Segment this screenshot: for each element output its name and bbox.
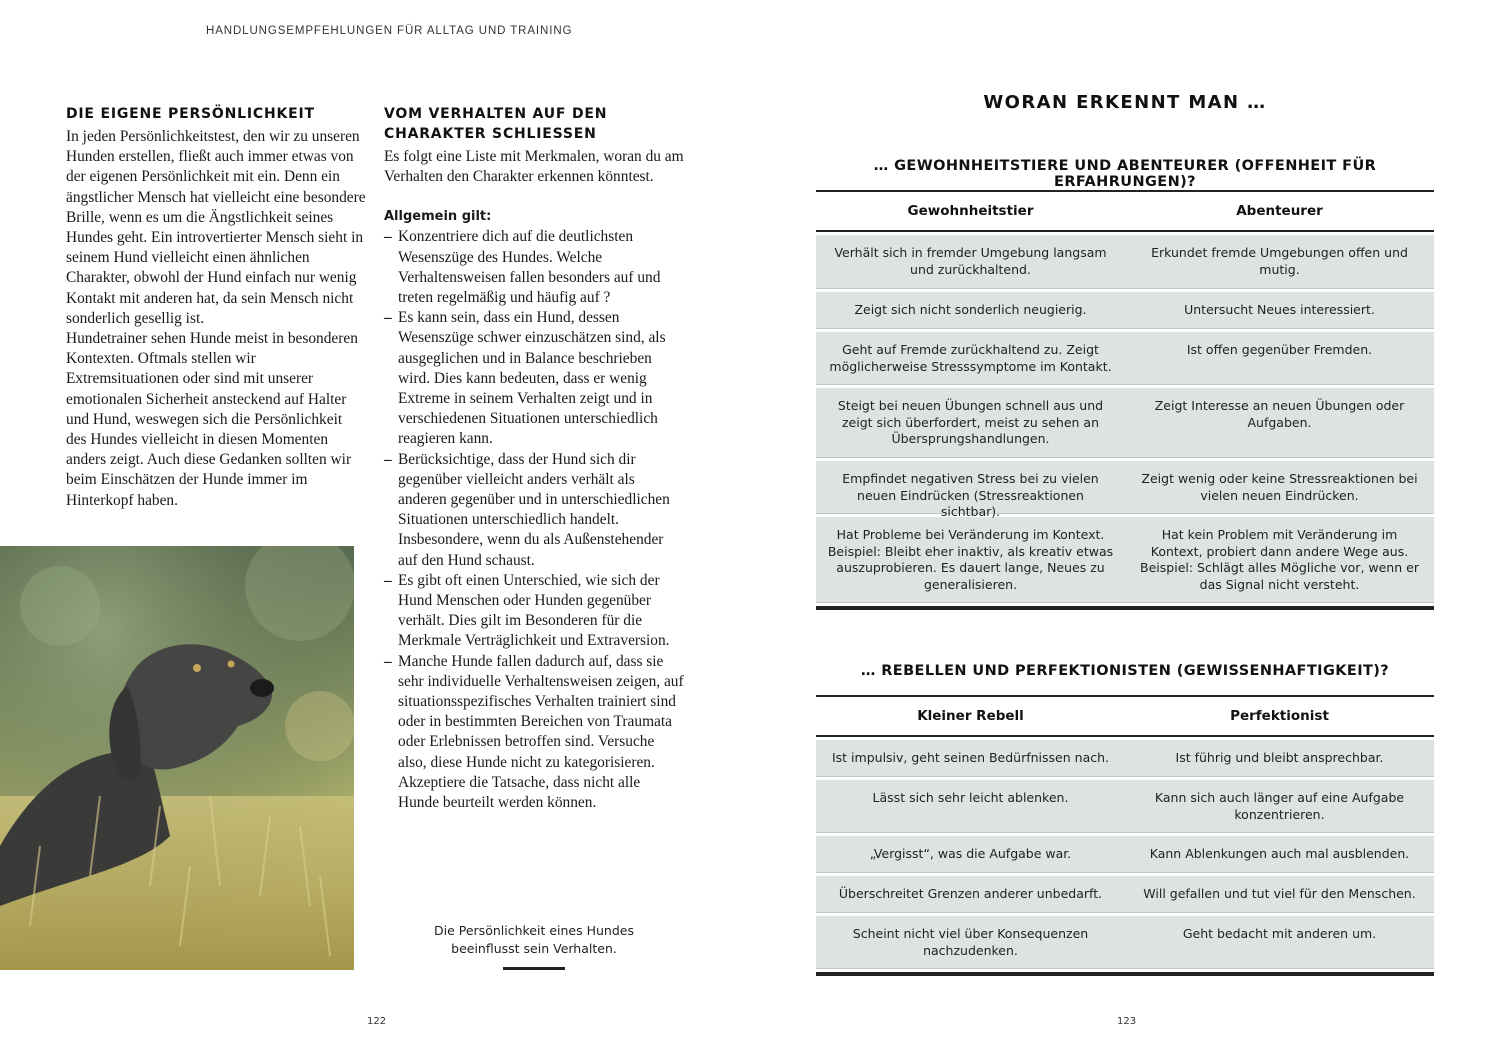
- dog-illustration: [0, 546, 354, 970]
- table-title-openness: … GEWOHNHEITSTIERE UND ABENTEURER (OFFENHEIT FÜR ERFAHRUNGEN)?: [873, 158, 1377, 190]
- table-row: [816, 461, 1434, 520]
- openness-table: [816, 190, 1434, 610]
- subheading-general: Allgemein gilt:: [384, 209, 492, 225]
- table-cell: Kann Ablenkungen auch mal ausblenden.: [1149, 846, 1410, 861]
- table-cell: Will gefallen und tut viel für den Menschen.: [1143, 886, 1416, 901]
- table-cell: Geht auf Fremde zurückhaltend zu. Zeigt möglicherweise Stresssymptome im Kontakt.: [829, 342, 1112, 374]
- table-cell: Empfindet negativen Stress bei zu vielen neuen Eindrücken (Stressreaktionen sichtbar).: [842, 471, 1099, 520]
- column-header: Kleiner Rebell: [917, 708, 1024, 724]
- table-row: [816, 740, 1434, 777]
- table-cell: Kann sich auch länger auf eine Aufgabe konzentrieren.: [1154, 790, 1405, 822]
- table-cell: Erkundet fremde Umgebungen offen und mutig.: [1151, 245, 1408, 277]
- section-heading-personality: DIE EIGENE PERSÖNLICHKEIT: [66, 106, 315, 122]
- table-row: [816, 332, 1434, 385]
- table-cell: Untersucht Neues interessiert.: [1184, 302, 1375, 317]
- paragraph: In jeden Persönlichkeitstest, den wir zu unseren Hunden erstellen, fließt auch immer etwas von der eigenen Persönlichkeit mit ein. Denn ein ängstlicher Mensch hat vielleicht eine besondere Brille, wenn es um die Ängstlichkeit seines Hundes geht. Ein introvertierter Mensch sieht in seinem Hund vielleicht einen ähnlichen Charakter, obwohl der Hund einfach nur wenig Kontakt mit anderen hat, da sein Mensch nicht sonderlich gesellig ist.: [66, 128, 366, 327]
- table-cell: Ist impulsiv, geht seinen Bedürfnissen nach.: [831, 750, 1109, 765]
- photo-caption: Die Persönlichkeit eines Hundes beeinflusst sein Verhalten.: [434, 923, 634, 956]
- table-cell: Verhält sich in fremder Umgebung langsam und zurückhaltend.: [834, 245, 1107, 277]
- table-cell: Zeigt sich nicht sonderlich neugierig.: [854, 302, 1087, 317]
- page-number-left: 122: [367, 1016, 387, 1027]
- table-cell: „Vergisst“, was die Aufgabe war.: [869, 846, 1072, 861]
- column-header: Gewohnheitstier: [907, 203, 1034, 219]
- column-header: Perfektionist: [1230, 708, 1329, 724]
- dog-photo: [0, 546, 354, 970]
- table-row: [816, 388, 1434, 458]
- table-end-rule: [816, 972, 1434, 976]
- table-cell: Zeigt Interesse an neuen Übungen oder Aufgaben.: [1154, 398, 1405, 430]
- table-header-row: [816, 190, 1434, 232]
- table-cell: Hat Probleme bei Veränderung im Kontext. Beispiel: Bleibt eher inaktiv, als kreativ etwas auszuprobieren. Es dauert lange, Neues zu generalisieren.: [827, 527, 1114, 592]
- table-cell: Überschreitet Grenzen anderer unbedarft.: [838, 886, 1103, 901]
- conscientiousness-table: [816, 695, 1434, 976]
- middle-column: [384, 104, 684, 813]
- table-row: [816, 836, 1434, 873]
- caption-divider: [503, 967, 565, 970]
- table-end-rule: [816, 606, 1434, 610]
- table-row: [816, 235, 1434, 289]
- intro-paragraph: Es folgt eine Liste mit Merkmalen, woran du am Verhalten den Charakter erkennen könntest.: [384, 148, 684, 186]
- bullet-list: [384, 227, 684, 813]
- table-row: [816, 876, 1434, 913]
- paragraph: Hundetrainer sehen Hunde meist in besonderen Kontexten. Oftmals stellen wir Extremsituationen oder sind mit unserer emotionalen Sicherheit ansteckend auf Halter und Hund, weswegen sich die Persönlichkeit des Hundes vielleicht in diesen Momenten anders zeigt. Auch diese Gedanken sollten wir beim Einschätzen der Hunde immer im Hinterkopf haben.: [66, 330, 358, 509]
- table-row: [816, 916, 1434, 969]
- bullet-item: – Konzentriere dich auf die deutlichsten Wesenszüge des Hundes. Welche Verhaltensweisen fallen besonders auf und treten regelmäßig und häufig auf ?: [384, 227, 684, 308]
- table-row: [816, 517, 1434, 603]
- table-row: [816, 780, 1434, 833]
- table-cell: Ist führig und bleibt ansprechbar.: [1175, 750, 1384, 765]
- table-header-row: [816, 695, 1434, 737]
- table-cell: Steigt bei neuen Übungen schnell aus und zeigt sich überfordert, meist zu sehen an Übersprungshandlungen.: [837, 398, 1104, 447]
- column-header: Abenteurer: [1236, 203, 1323, 219]
- bullet-item: – Berücksichtige, dass der Hund sich dir gegenüber vielleicht anders verhält als anderen gegenüber und in unterschiedlichen Situationen unterschiedlich handelt. Insbesondere, wenn du als Außenstehender auf den Hund schaust.: [384, 450, 684, 571]
- table-cell: Lässt sich sehr leicht ablenken.: [872, 790, 1069, 805]
- table-cell: Ist offen gegenüber Fremden.: [1186, 342, 1373, 357]
- left-column: [66, 104, 366, 511]
- bullet-item: – Manche Hunde fallen dadurch auf, dass sie sehr individuelle Verhaltensweisen zeigen, auf situationsspezifisches Verhalten trainiert sind oder in bestimmten Bereichen von Traumata oder Erlebnissen betroffen sind. Versuche also, diese Hunde nicht zu kategorisieren. Akzeptiere die Tatsache, dass nicht alle Hunde beurteilt werden können.: [384, 652, 684, 814]
- table-cell: Hat kein Problem mit Veränderung im Kontext, probiert dann andere Wege aus. Beispiel: Schlägt alles Mögliche vor, wenn er das Signal nicht versteht.: [1140, 527, 1419, 592]
- page-number-right: 123: [1117, 1016, 1137, 1027]
- table-cell: Scheint nicht viel über Konsequenzen nachzudenken.: [852, 926, 1089, 958]
- table-title-conscientiousness: … REBELLEN UND PERFEKTIONISTEN (GEWISSENHAFTIGKEIT)?: [860, 663, 1390, 679]
- section-heading-behavior: VOM VERHALTEN AUF DEN CHARAKTER SCHLIESSEN: [384, 106, 608, 142]
- table-cell: Zeigt wenig oder keine Stressreaktionen bei vielen neuen Eindrücken.: [1141, 471, 1418, 503]
- page-title: WORAN ERKENNT MAN …: [983, 92, 1267, 113]
- bullet-item: – Es kann sein, dass ein Hund, dessen Wesenszüge schwer einzuschätzen sind, als ausgeglichen und in Balance beschrieben wird. Dies kann bedeuten, dass er wenig Extreme in seinem Verhalten zeigt und in verschiedenen Situationen unterschiedlich reagieren kann.: [384, 308, 684, 449]
- table-row: [816, 292, 1434, 329]
- running-header: HANDLUNGSEMPFEHLUNGEN FÜR ALLTAG UND TRAINING: [206, 25, 573, 37]
- bullet-item: – Es gibt oft einen Unterschied, wie sich der Hund Menschen oder Hunden gegenüber verhält. Dies gilt im Besonderen für die Merkmale Verträglichkeit und Extraversion.: [384, 571, 684, 652]
- table-cell: Geht bedacht mit anderen um.: [1182, 926, 1377, 941]
